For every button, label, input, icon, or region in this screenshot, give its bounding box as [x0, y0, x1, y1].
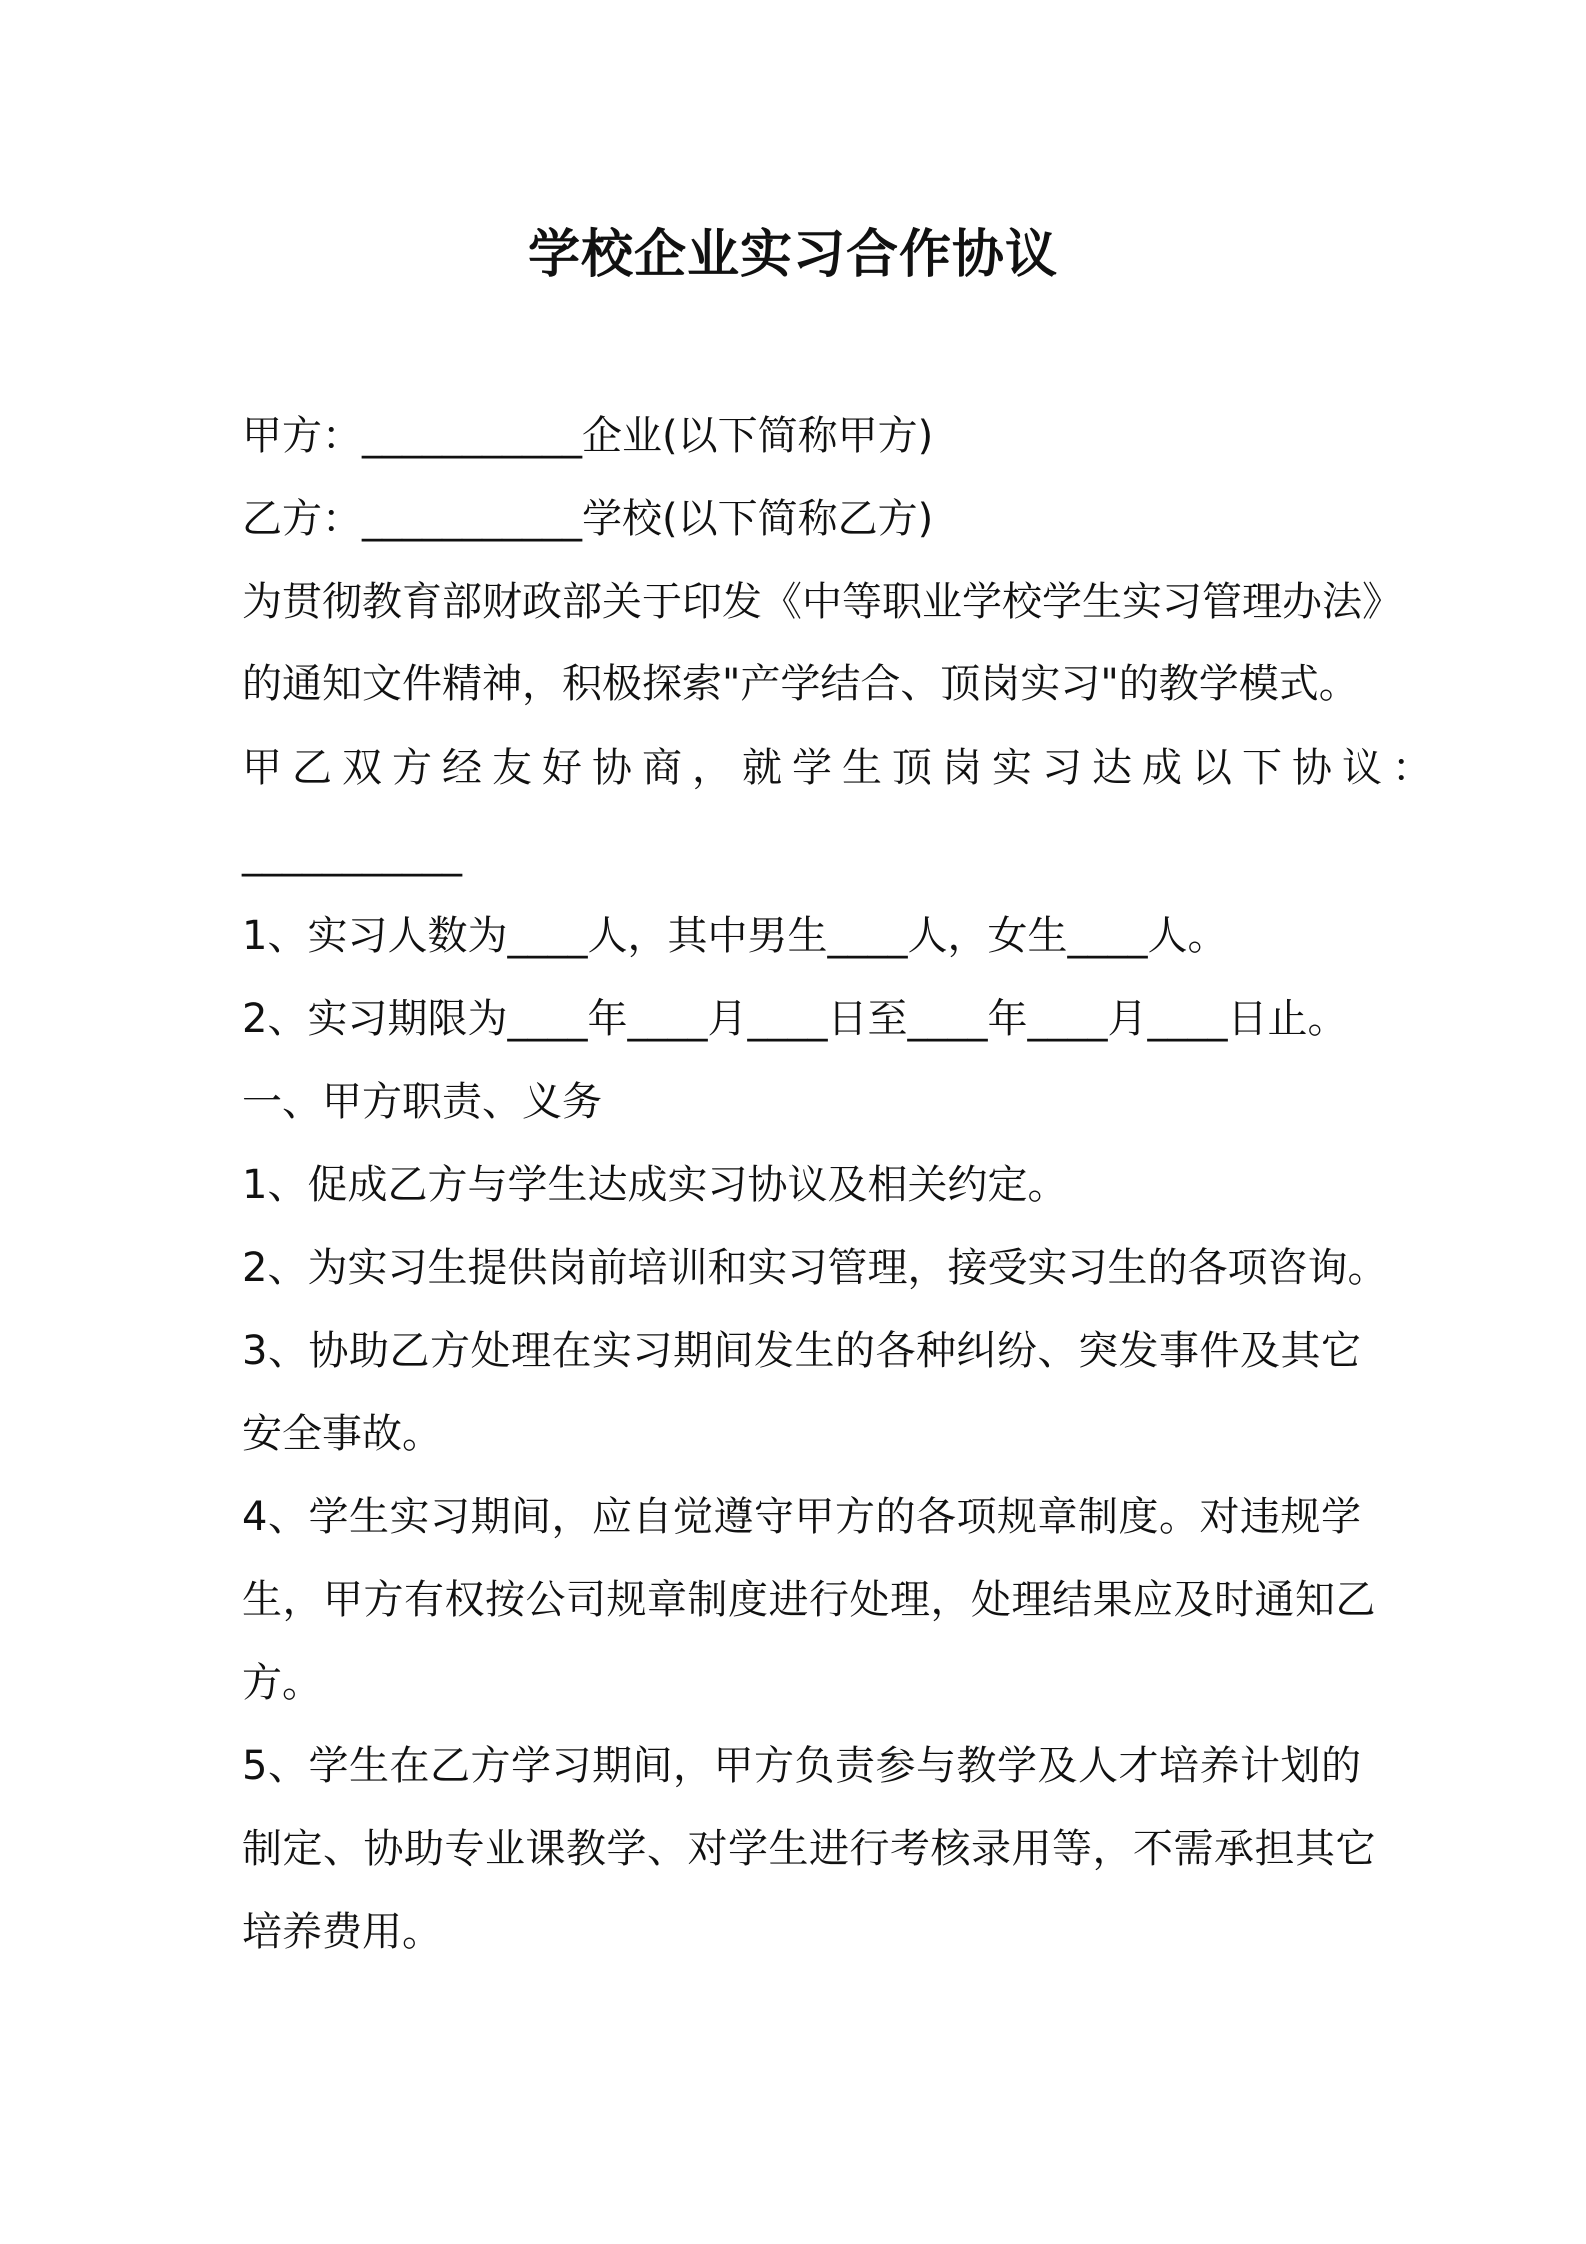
- list-item: 5、学生在乙方学习期间，甲方负责参与教学及人才培养计划的: [242, 1743, 1362, 1789]
- blank-line: ___________: [242, 831, 462, 877]
- list-item-continuation: 安全事故。: [242, 1411, 442, 1457]
- paragraph-line: 为贯彻教育部财政部关于印发《中等职业学校学生实习管理办法》: [242, 579, 1402, 625]
- paragraph-line: 的通知文件精神，积极探索"产学结合、顶岗实习"的教学模式。: [242, 661, 1359, 707]
- party-a-line: 甲方：___________企业(以下简称甲方): [242, 413, 934, 459]
- list-item: 1、促成乙方与学生达成实习协议及相关约定。: [242, 1162, 1068, 1208]
- document-title: 学校企业实习合作协议: [527, 225, 1058, 285]
- list-item: 1、实习人数为____人，其中男生____人，女生____人。: [242, 913, 1228, 959]
- list-item-continuation: 培养费用。: [242, 1909, 442, 1955]
- list-item: 2、为实习生提供岗前培训和实习管理，接受实习生的各项咨询。: [242, 1245, 1388, 1291]
- list-item-continuation: 方。: [242, 1660, 322, 1706]
- paragraph-line: 甲乙双方经友好协商，就学生顶岗实习达成以下协议：: [242, 745, 1442, 791]
- list-item: 4、学生实习期间，应自觉遵守甲方的各项规章制度。对违规学: [242, 1494, 1362, 1540]
- list-item-continuation: 制定、协助专业课教学、对学生进行考核录用等，不需承担其它: [242, 1826, 1376, 1872]
- list-item-continuation: 生，甲方有权按公司规章制度进行处理，处理结果应及时通知乙: [242, 1577, 1376, 1623]
- list-item: 3、协助乙方处理在实习期间发生的各种纠纷、突发事件及其它: [242, 1328, 1362, 1374]
- party-b-line: 乙方：___________学校(以下简称乙方): [242, 496, 934, 542]
- section-heading: 一、甲方职责、义务: [242, 1079, 602, 1125]
- list-item: 2、实习期限为____年____月____日至____年____月____日止。: [242, 996, 1348, 1042]
